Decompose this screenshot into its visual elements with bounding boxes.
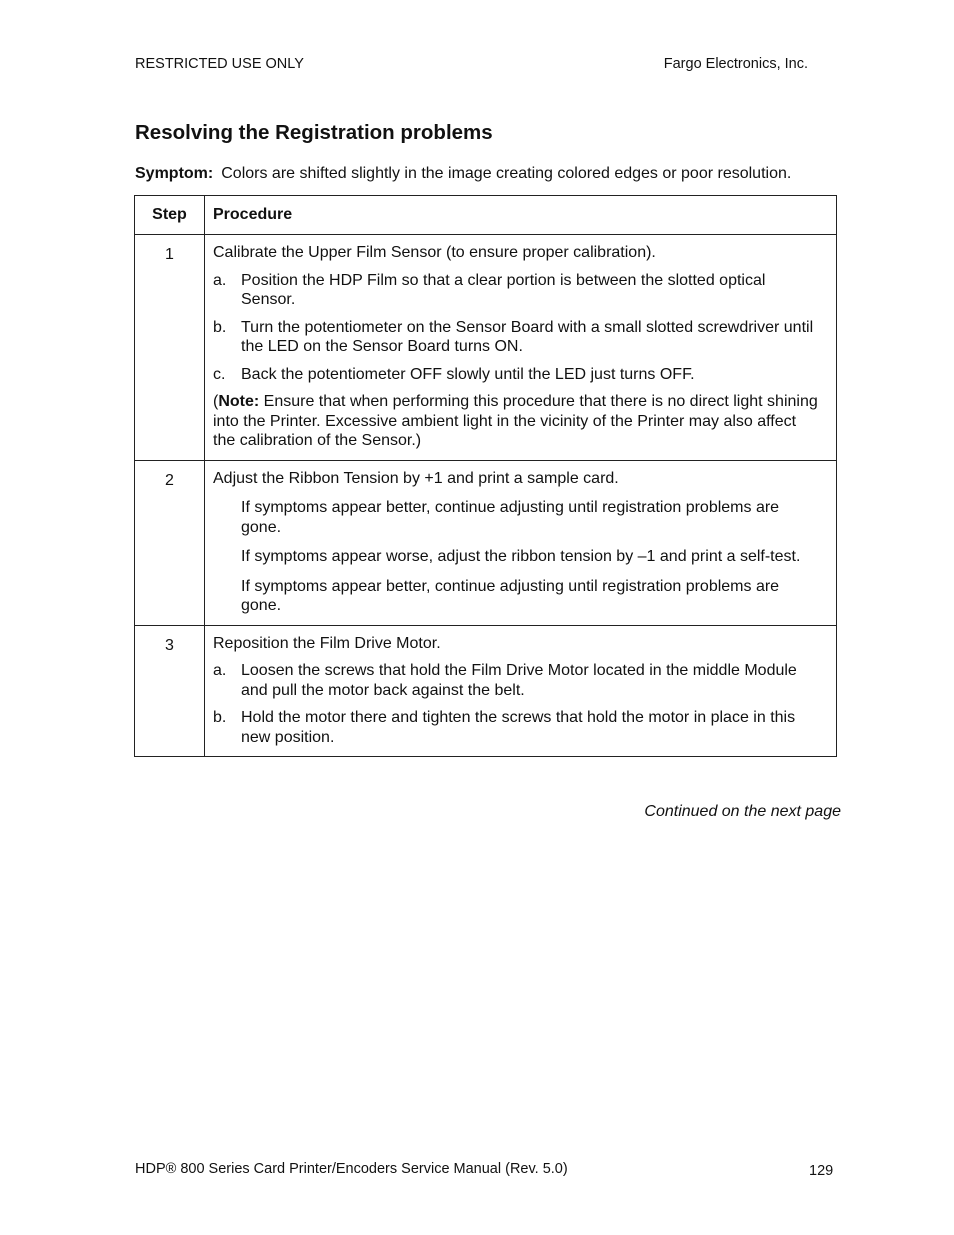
substep-text: Position the HDP Film so that a clear portion is between the slotted optical Sensor.: [241, 271, 766, 308]
symptom-label: Symptom:: [135, 165, 214, 182]
substep-letter: a.: [213, 662, 227, 679]
procedure-lead: Calibrate the Upper Film Sensor (to ensure proper calibration).: [213, 244, 656, 261]
procedure-column-header: Procedure: [205, 196, 837, 235]
table-header-row: [135, 196, 837, 235]
substep-text: Loosen the screws that hold the Film Drive Motor located in the middle Module and pull the motor back against the belt.: [241, 662, 797, 699]
header-right: Fargo Electronics, Inc.: [663, 56, 808, 72]
table-row: [135, 460, 837, 625]
substep-text: Back the potentiometer OFF slowly until the LED just turns OFF.: [241, 365, 695, 383]
continued-note: Continued on the next page: [644, 803, 841, 820]
procedure-cell: [205, 625, 837, 757]
step-number: 2: [135, 460, 205, 625]
procedure-paragraph: If symptoms appear better, continue adjusting until registration problems are gone.: [241, 577, 780, 614]
step-number: 1: [135, 235, 205, 461]
procedure-substep: [213, 365, 822, 385]
footer-manual-title: HDP® 800 Series Card Printer/Encoders Service Manual (Rev. 5.0): [135, 1161, 568, 1177]
procedure-substep: [213, 318, 822, 357]
substep-letter: a.: [213, 271, 227, 289]
section-title: Resolving the Registration problems: [135, 121, 493, 144]
procedure-substep: [213, 661, 822, 700]
procedure-substep: [213, 708, 822, 747]
procedure-paragraph: If symptoms appear better, continue adjusting until registration problems are gone.: [241, 499, 780, 536]
table-row: [135, 625, 837, 757]
note-text: Ensure that when performing this procedure that there is no direct light shining into the Printer. Excessive ambient light in the vicinity of the Printer may also affect the calibration of the Sensor.): [213, 393, 818, 449]
substep-letter: b.: [213, 709, 227, 726]
note-label: Note:: [218, 393, 260, 410]
header-left: RESTRICTED USE ONLY: [135, 56, 304, 72]
procedure-table: [134, 195, 837, 757]
substep-text: Turn the potentiometer on the Sensor Board with a small slotted screwdriver until the LED on the Sensor Board turns ON.: [241, 318, 814, 355]
table-row: [135, 235, 837, 461]
note-open-paren: (: [213, 393, 219, 410]
procedure-cell: [205, 235, 837, 461]
procedure-lead: Reposition the Film Drive Motor.: [213, 634, 441, 652]
procedure-cell: [205, 460, 837, 625]
symptom-text: Colors are shifted slightly in the image creating colored edges or poor resolution.: [221, 165, 792, 182]
procedure-paragraph: If symptoms appear worse, adjust the ribbon tension by –1 and print a self-test.: [241, 548, 801, 565]
page-number: 129: [809, 1163, 834, 1179]
step-number: 3: [135, 625, 205, 757]
substep-letter: b.: [213, 318, 227, 336]
procedure-lead: Adjust the Ribbon Tension by +1 and print a sample card.: [213, 469, 619, 487]
substep-text: Hold the motor there and tighten the screws that hold the motor in place in this new position.: [241, 709, 796, 746]
substep-letter: c.: [213, 365, 226, 383]
step-column-header: Step: [135, 196, 205, 235]
procedure-note: [213, 392, 822, 451]
procedure-substep: [213, 271, 822, 310]
symptom-line: [135, 165, 791, 183]
